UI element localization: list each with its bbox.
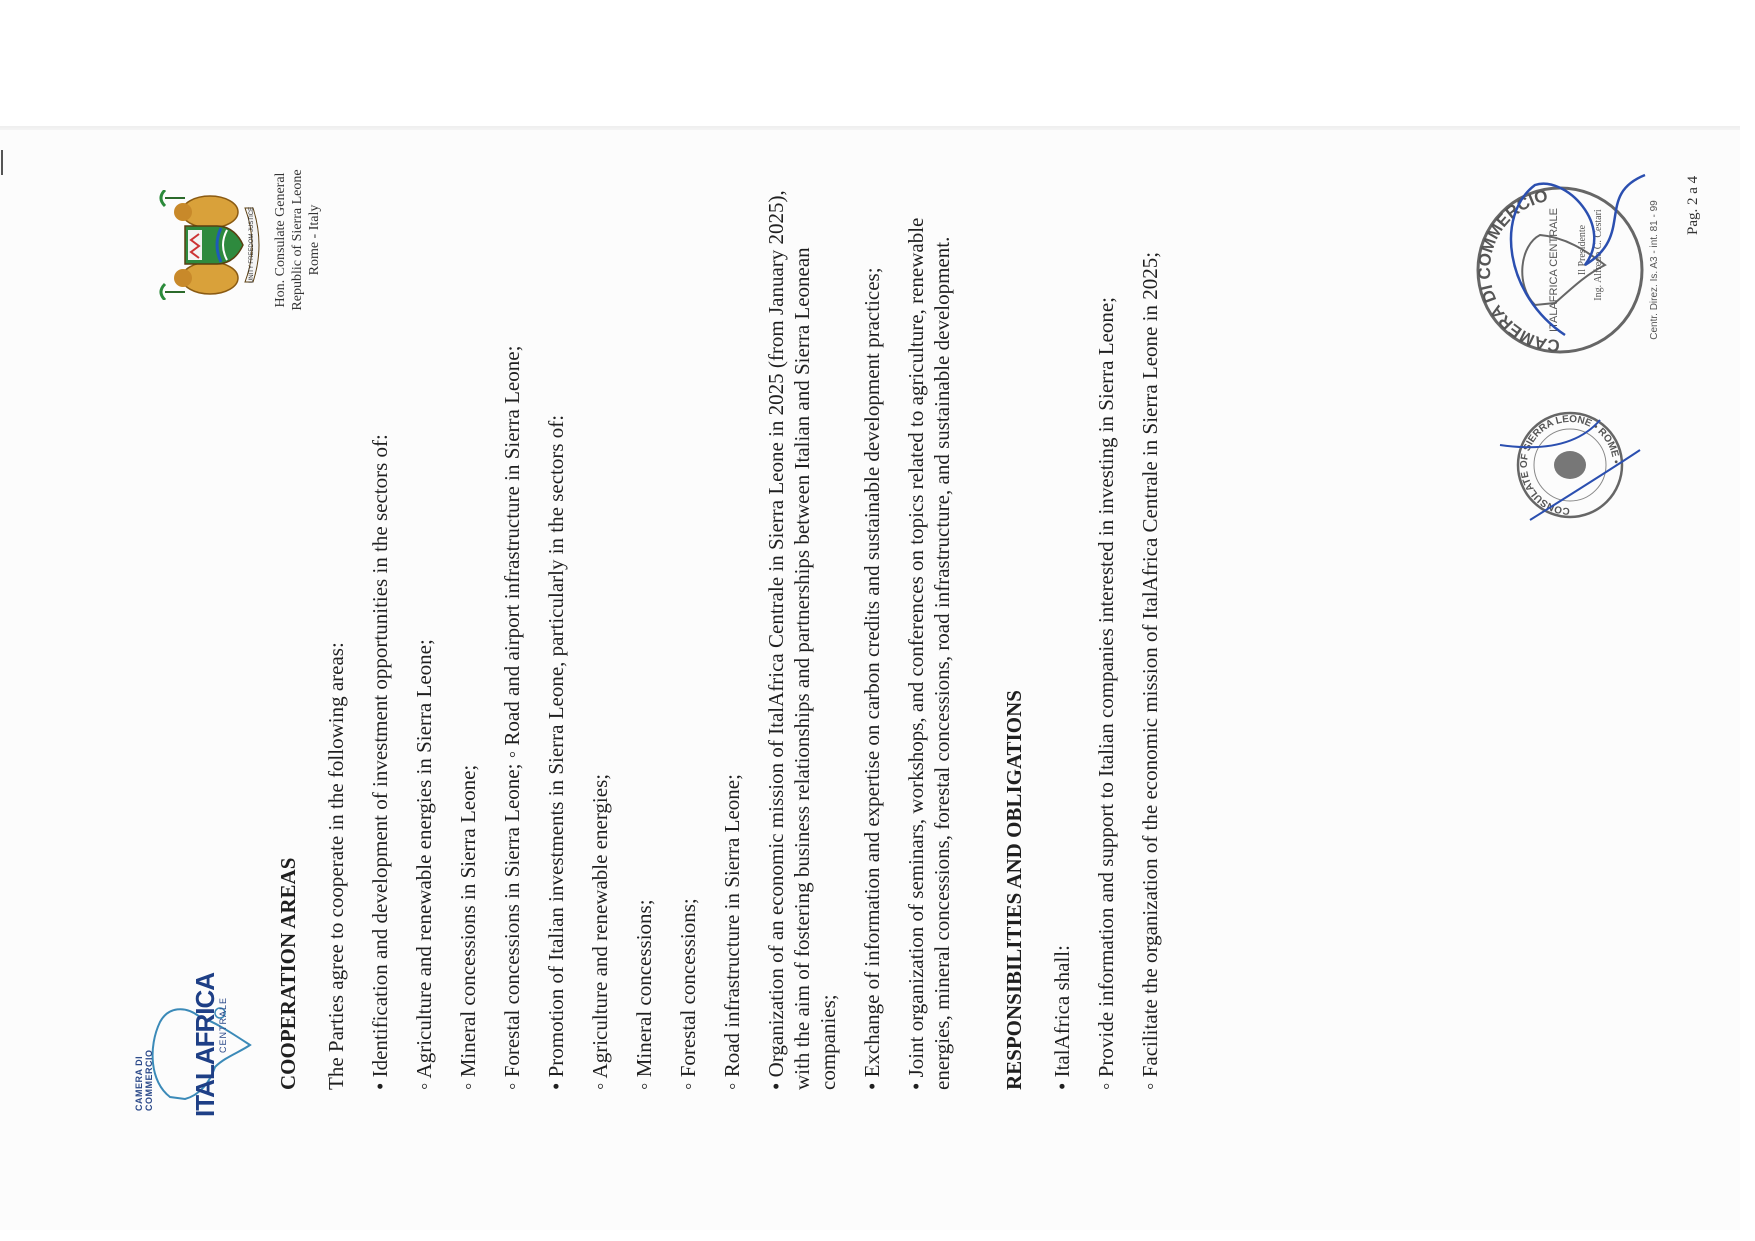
page-number: Pag. 2 a 4 <box>1685 175 1701 235</box>
consulate-line: Republic of Sierra Leone <box>290 169 305 311</box>
list-item: ◦ Mineral concessions in Sierra Leone; <box>456 764 480 1090</box>
list-item: • Organization of an economic mission of ItalAfrica Centrale in Sierra Leone in 2025 (from January 2025), with the aim of fostering business relationships and partnerships between Italian and Sierra Leonean companies; <box>764 190 840 1090</box>
document-page <box>100 115 1730 1135</box>
consulate-stamp-text: CONSULATE OF SIERRA LEONE • ROME • <box>1518 413 1622 517</box>
list-item: • Promotion of Italian investments in Sierra Leone, particularly in the sectors of: <box>544 414 568 1090</box>
logo-main-label: ITALAFRICA <box>190 972 220 1117</box>
logo-sub-label: CENTRALE <box>218 996 228 1053</box>
stamp-signature-role: Il Presidente <box>1577 224 1588 276</box>
consulate-stamp <box>1490 390 1650 540</box>
italafrica-logo <box>130 972 260 1117</box>
list-item: ◦ Mineral concessions; <box>632 899 656 1090</box>
chamber-stamp-text: CAMERA DI COMMERCIO <box>1474 186 1561 356</box>
stamp-footer: Centr. Direz. Is. A3 - int. 81 - 99 <box>1649 200 1660 340</box>
list-item: • Joint organization of seminars, workshops, and conferences on topics related to agriculture, renewable energies, mineral concessions, forestal concessions, road infrastructure, and sustainable development. <box>904 217 954 1090</box>
document-body <box>275 150 1181 1090</box>
list-item: ◦ Forestal concessions; <box>676 898 700 1090</box>
logo-top-label: CAMERA DI COMMERCIO <box>134 1049 154 1111</box>
list-item: • ItalAfrica shall: <box>1050 945 1074 1090</box>
section-heading-cooperation: COOPERATION AREAS <box>276 857 300 1090</box>
list-item: ◦ Road infrastructure in Sierra Leone; <box>720 774 744 1090</box>
chamber-stamp-inner: ITALAFRICA CENTRALE <box>1548 208 1560 332</box>
intro-paragraph: The Parties agree to cooperate in the following areas: <box>324 642 348 1090</box>
list-item: ◦ Provide information and support to Italian companies interested in investing in Sierra Leone; <box>1094 296 1118 1090</box>
consulate-line: Rome - Italy <box>307 204 322 276</box>
stamp-signature-name: Ing. Alfredo C. Cestari <box>1593 209 1604 301</box>
consulate-line: Hon. Consulate General <box>273 172 288 308</box>
margin-mark <box>1 150 3 175</box>
list-item: • Exchange of information and expertise on carbon credits and sustainable development practices; <box>860 267 884 1090</box>
motto-text: UNITY FREEDOM JUSTICE <box>249 206 255 284</box>
section-heading-responsibilities: RESPONSIBILITIES AND OBLIGATIONS <box>1002 690 1026 1090</box>
list-item: ◦ Agriculture and renewable energies; <box>588 773 612 1090</box>
list-item: ◦ Forestal concessions in Sierra Leone; ◦ Road and airport infrastructure in Sierra Leone; <box>500 345 524 1090</box>
list-item: • Identification and development of investment opportunities in the sectors of: <box>368 434 392 1090</box>
chamber-of-commerce-stamp <box>1445 165 1675 375</box>
list-item: ◦ Facilitate the organization of the economic mission of ItalAfrica Centrale in Sierra Leone in 2025; <box>1138 251 1162 1090</box>
list-item: ◦ Agriculture and renewable energies in Sierra Leone; <box>412 639 436 1090</box>
coat-of-arms-icon <box>155 190 260 300</box>
